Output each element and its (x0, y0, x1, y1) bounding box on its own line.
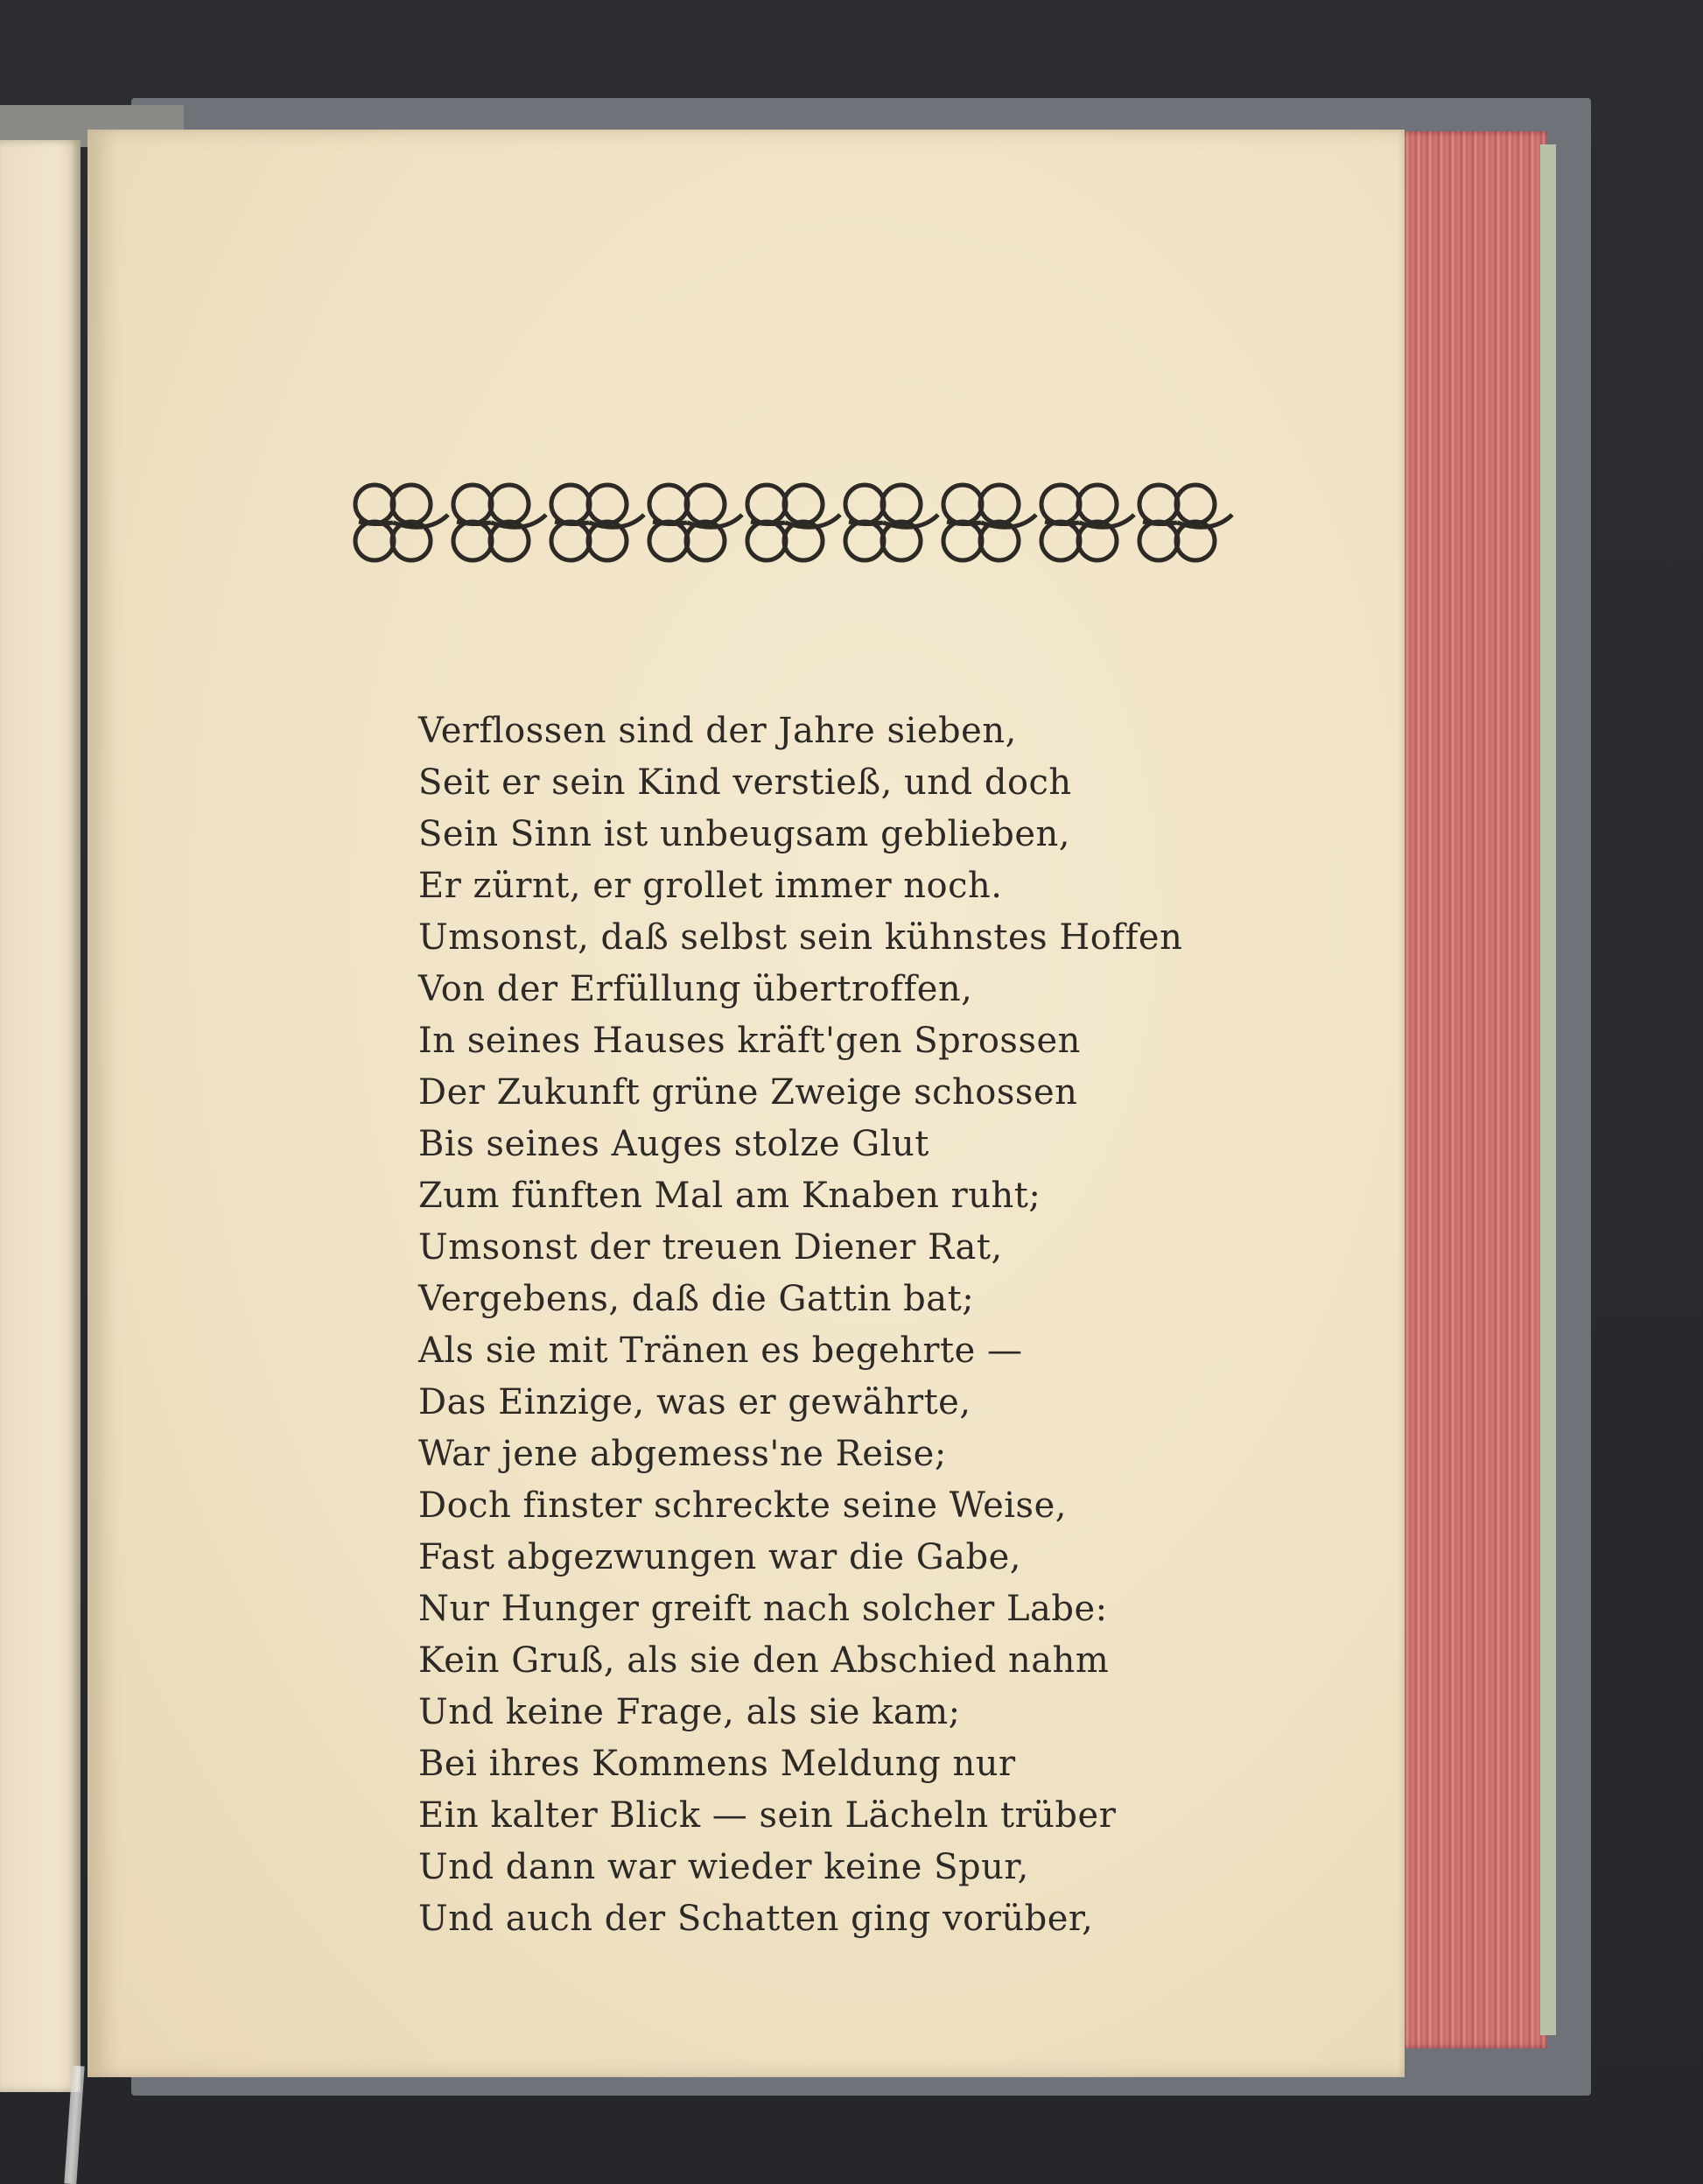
poem-line: Der Zukunft grüne Zweige schossen (418, 1072, 1078, 1113)
poem-line: Er zürnt, er grollet immer noch. (418, 866, 1003, 906)
poem-line: Sein Sinn ist unbeugsam geblieben, (418, 814, 1070, 854)
left-page-edge (0, 140, 81, 2092)
poem-line: Fast abgezwungen war die Gabe, (418, 1537, 1022, 1577)
poem-line: Ein kalter Blick — sein Lächeln trüber (418, 1795, 1117, 1836)
poem-line: Seit er sein Kind verstieß, und doch (418, 762, 1072, 803)
poem-line: Das Einzige, was er gewährte, (418, 1382, 971, 1422)
poem-line: Von der Erfüllung übertroffen, (418, 969, 973, 1009)
page-block-inner-edge (1540, 144, 1556, 2035)
clover-ornament-icon (350, 471, 1234, 576)
poem-line: Umsonst der treuen Diener Rat, (418, 1227, 1003, 1268)
poem-line: Bis seines Auges stolze Glut (418, 1124, 929, 1164)
poem-line: Doch finster schreckte seine Weise, (418, 1485, 1067, 1526)
poem-line: War jene abgemess'ne Reise; (418, 1434, 947, 1474)
poem-line: Bei ihres Kommens Meldung nur (418, 1744, 1016, 1784)
poem-line: Vergebens, daß die Gattin bat; (418, 1279, 975, 1319)
poem-line: Verflossen sind der Jahre sieben, (418, 711, 1017, 751)
poem-line: Und keine Frage, als sie kam; (418, 1692, 961, 1732)
poem-line: In seines Hauses kräft'gen Sprossen (418, 1021, 1081, 1061)
page-block-edges (1398, 131, 1547, 2048)
poem-line: Als sie mit Tränen es begehrte — (418, 1331, 1023, 1371)
poem-line: Kein Gruß, als sie den Abschied nahm (418, 1640, 1110, 1681)
poem-line: Und dann war wieder keine Spur, (418, 1847, 1029, 1887)
poem-line: Umsonst, daß selbst sein kühnstes Hoffen (418, 917, 1183, 958)
book-page (88, 130, 1405, 2077)
poem-text (418, 706, 1206, 1945)
poem-line: Und auch der Schatten ging vorüber, (418, 1899, 1094, 1939)
poem-line: Nur Hunger greift nach solcher Labe: (418, 1589, 1108, 1629)
poem-line: Zum fünften Mal am Knaben ruht; (418, 1176, 1041, 1216)
